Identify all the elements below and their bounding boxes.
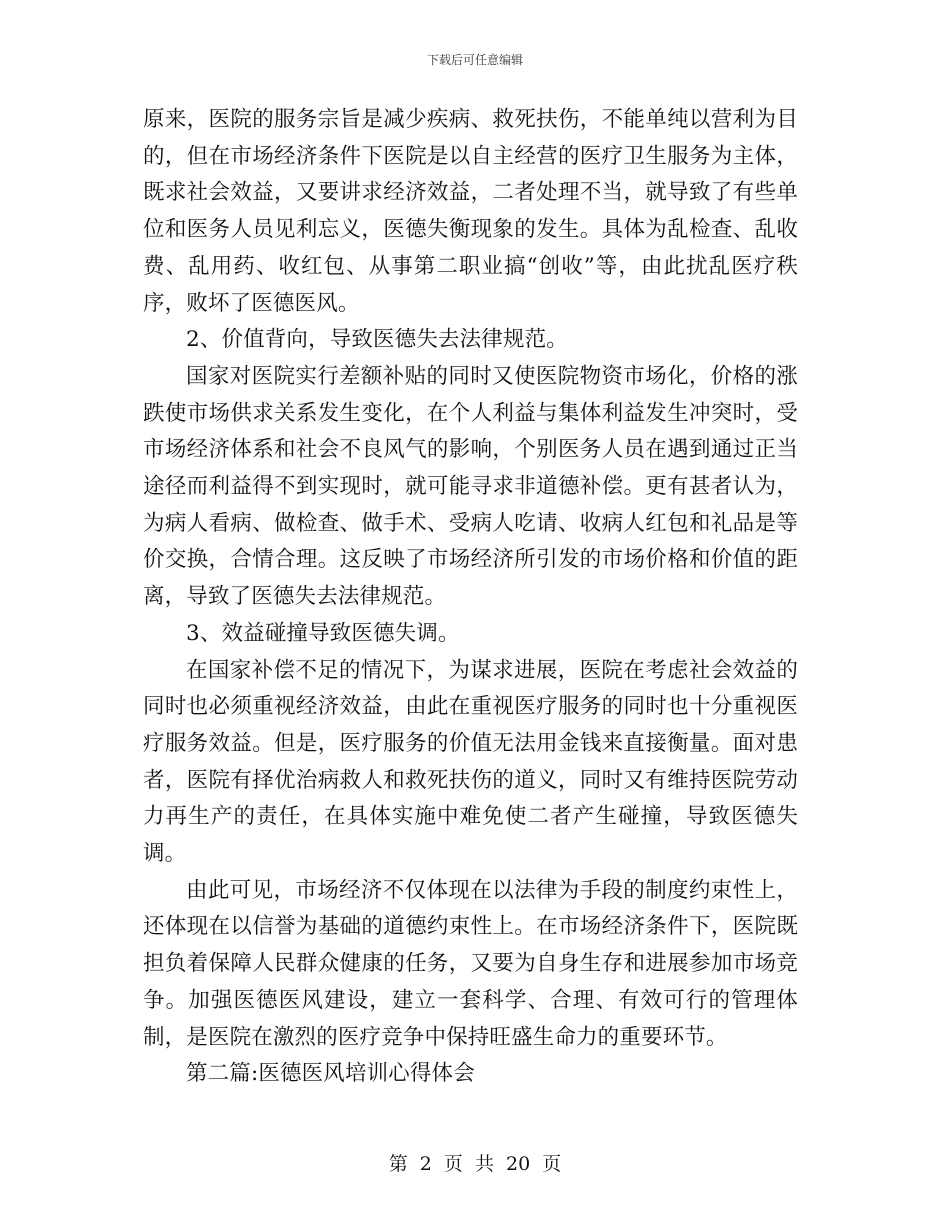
section-heading-2: 2、价值背向，导致医德失去法律规范。 — [186, 327, 568, 353]
page-number: 第 2 页 共 20 页 — [388, 1153, 562, 1175]
document-body — [143, 102, 798, 1093]
paragraph: 由此可见，市场经济不仅体现在以法律为手段的制度约束性上，还体现在以信誉为基础的道德约束性上。在市场经济条件下，医院既担负着保障人民群众健康的任务，又要为自身生存和进展参加市场竞争。加强医德医风建设，建立一套科学、合理、有效可行的管理体制，是医院在激烈的医疗竞争中保持旺盛生命力的重要环节。 — [143, 877, 798, 1050]
page-header: 下载后可任意编辑 — [426, 53, 523, 67]
section-heading-3: 3、效益碰撞导致医德失调。 — [186, 620, 460, 646]
chapter-title: 第二篇:医德医风培训心得体会 — [186, 1061, 475, 1087]
paragraph-continuation: 原来，医院的服务宗旨是减少疾病、救死扶伤，不能单纯以营利为目的，但在市场经济条件下医院是以自主经营的医疗卫生服务为主体，既求社会效益，又要讲求经济效益，二者处理不当，就导致了有些单位和医务人员见利忘义，医德失衡现象的发生。具体为乱检查、乱收费、乱用药、收红包、从事第二职业搞“创收”等，由此扰乱医疗秩序，败坏了医德医风。 — [143, 107, 798, 316]
paragraph: 国家对医院实行差额补贴的同时又使医院物资市场化，价格的涨跌使市场供求关系发生变化，在个人利益与集体利益发生冲突时，受市场经济体系和社会不良风气的影响，个别医务人员在遇到通过正当途径而利益得不到实现时，就可能寻求非道德补偿。更有甚者认为，为病人看病、做检查、做手术、受病人吃请、收病人红包和礼品是等价交换，合情合理。这反映了市场经济所引发的市场价格和价值的距离，导致了医德失去法律规范。 — [143, 363, 798, 610]
paragraph: 在国家补偿不足的情况下，为谋求进展，医院在考虑社会效益的同时也必须重视经济效益，由此在重视医疗服务的同时也十分重视医疗服务效益。但是，医疗服务的价值无法用金钱来直接衡量。面对患者，医院有择优治病救人和救死扶伤的道义，同时又有维持医院劳动力再生产的责任，在具体实施中难免使二者产生碰撞，导致医德失调。 — [143, 657, 798, 867]
